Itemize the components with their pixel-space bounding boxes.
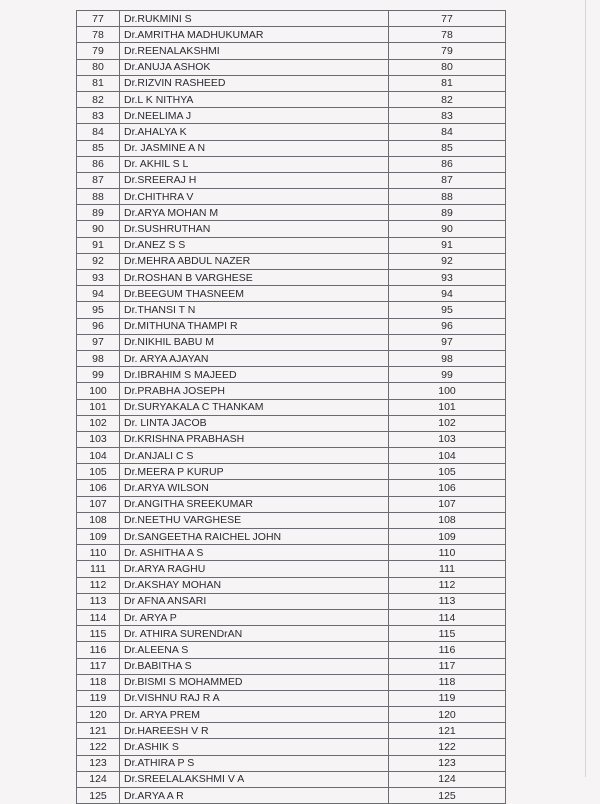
serial-number-cell: 83 bbox=[77, 108, 120, 124]
number-cell: 82 bbox=[389, 91, 506, 107]
table-row bbox=[77, 788, 506, 804]
serial-number-cell: 98 bbox=[77, 350, 120, 366]
number-cell: 94 bbox=[389, 286, 506, 302]
serial-number-cell: 125 bbox=[77, 788, 120, 804]
serial-number-cell: 114 bbox=[77, 609, 120, 625]
number-cell: 79 bbox=[389, 43, 506, 59]
name-cell: Dr.ANJALI C S bbox=[120, 448, 389, 464]
table-row bbox=[77, 431, 506, 447]
table-row bbox=[77, 609, 506, 625]
number-cell: 77 bbox=[389, 11, 506, 27]
name-cell: Dr.SUSHRUTHAN bbox=[120, 221, 389, 237]
serial-number-cell: 77 bbox=[77, 11, 120, 27]
name-cell: Dr.ANUJA ASHOK bbox=[120, 59, 389, 75]
number-cell: 110 bbox=[389, 545, 506, 561]
number-cell: 86 bbox=[389, 156, 506, 172]
number-cell: 90 bbox=[389, 221, 506, 237]
serial-number-cell: 118 bbox=[77, 674, 120, 690]
number-cell: 118 bbox=[389, 674, 506, 690]
number-cell: 102 bbox=[389, 415, 506, 431]
table-row bbox=[77, 415, 506, 431]
name-cell: Dr.AKSHAY MOHAN bbox=[120, 577, 389, 593]
serial-number-cell: 91 bbox=[77, 237, 120, 253]
number-cell: 91 bbox=[389, 237, 506, 253]
serial-number-cell: 87 bbox=[77, 172, 120, 188]
number-cell: 99 bbox=[389, 367, 506, 383]
number-cell: 81 bbox=[389, 75, 506, 91]
number-cell: 106 bbox=[389, 480, 506, 496]
table-row bbox=[77, 448, 506, 464]
serial-number-cell: 124 bbox=[77, 771, 120, 787]
table-row bbox=[77, 739, 506, 755]
number-cell: 123 bbox=[389, 755, 506, 771]
name-cell: Dr. ATHIRA SURENDrAN bbox=[120, 626, 389, 642]
number-cell: 104 bbox=[389, 448, 506, 464]
table-row bbox=[77, 577, 506, 593]
number-cell: 100 bbox=[389, 383, 506, 399]
table-row bbox=[77, 674, 506, 690]
name-cell: Dr.RIZVIN RASHEED bbox=[120, 75, 389, 91]
table-row bbox=[77, 59, 506, 75]
number-cell: 124 bbox=[389, 771, 506, 787]
serial-number-cell: 119 bbox=[77, 690, 120, 706]
name-cell: Dr.NIKHIL BABU M bbox=[120, 334, 389, 350]
serial-number-cell: 78 bbox=[77, 27, 120, 43]
name-cell: Dr.BEEGUM THASNEEM bbox=[120, 286, 389, 302]
number-cell: 116 bbox=[389, 642, 506, 658]
serial-number-cell: 103 bbox=[77, 431, 120, 447]
name-cell: Dr.SANGEETHA RAICHEL JOHN bbox=[120, 529, 389, 545]
table-row bbox=[77, 464, 506, 480]
table-row bbox=[77, 529, 506, 545]
table-row bbox=[77, 626, 506, 642]
name-cell: Dr.AHALYA K bbox=[120, 124, 389, 140]
serial-number-cell: 94 bbox=[77, 286, 120, 302]
name-cell: Dr.IBRAHIM S MAJEED bbox=[120, 367, 389, 383]
table-row bbox=[77, 480, 506, 496]
table-row bbox=[77, 334, 506, 350]
table-row bbox=[77, 658, 506, 674]
serial-number-cell: 112 bbox=[77, 577, 120, 593]
number-cell: 111 bbox=[389, 561, 506, 577]
name-cell: Dr.NEETHU VARGHESE bbox=[120, 512, 389, 528]
name-cell: Dr.ANGITHA SREEKUMAR bbox=[120, 496, 389, 512]
number-cell: 108 bbox=[389, 512, 506, 528]
serial-number-cell: 120 bbox=[77, 707, 120, 723]
name-cell: Dr.MITHUNA THAMPI R bbox=[120, 318, 389, 334]
table-row bbox=[77, 512, 506, 528]
name-cell: Dr.ARYA WILSON bbox=[120, 480, 389, 496]
serial-number-cell: 97 bbox=[77, 334, 120, 350]
name-cell: Dr. AKHIL S L bbox=[120, 156, 389, 172]
table-row bbox=[77, 383, 506, 399]
serial-number-cell: 121 bbox=[77, 723, 120, 739]
number-cell: 117 bbox=[389, 658, 506, 674]
name-cell: Dr.ALEENA S bbox=[120, 642, 389, 658]
number-cell: 98 bbox=[389, 350, 506, 366]
name-cell: Dr.SURYAKALA C THANKAM bbox=[120, 399, 389, 415]
name-cell: Dr.REENALAKSHMI bbox=[120, 43, 389, 59]
table-row bbox=[77, 11, 506, 27]
table-row bbox=[77, 237, 506, 253]
name-cell: Dr.PRABHA JOSEPH bbox=[120, 383, 389, 399]
number-cell: 109 bbox=[389, 529, 506, 545]
serial-number-cell: 84 bbox=[77, 124, 120, 140]
name-cell: Dr.ARYA RAGHU bbox=[120, 561, 389, 577]
number-cell: 95 bbox=[389, 302, 506, 318]
number-cell: 83 bbox=[389, 108, 506, 124]
name-cell: Dr.SREELALAKSHMI V A bbox=[120, 771, 389, 787]
table-row bbox=[77, 496, 506, 512]
number-cell: 93 bbox=[389, 270, 506, 286]
serial-number-cell: 106 bbox=[77, 480, 120, 496]
name-cell: Dr.RUKMINI S bbox=[120, 11, 389, 27]
serial-number-cell: 116 bbox=[77, 642, 120, 658]
name-cell: Dr.ASHIK S bbox=[120, 739, 389, 755]
serial-number-cell: 93 bbox=[77, 270, 120, 286]
number-cell: 89 bbox=[389, 205, 506, 221]
number-cell: 78 bbox=[389, 27, 506, 43]
table-row bbox=[77, 75, 506, 91]
table-row bbox=[77, 690, 506, 706]
name-cell: Dr.ROSHAN B VARGHESE bbox=[120, 270, 389, 286]
name-cell: Dr.BABITHA S bbox=[120, 658, 389, 674]
serial-number-cell: 102 bbox=[77, 415, 120, 431]
roster-table bbox=[76, 10, 506, 804]
number-cell: 113 bbox=[389, 593, 506, 609]
table-row bbox=[77, 642, 506, 658]
number-cell: 119 bbox=[389, 690, 506, 706]
name-cell: Dr.ARYA A R bbox=[120, 788, 389, 804]
table-row bbox=[77, 156, 506, 172]
number-cell: 107 bbox=[389, 496, 506, 512]
serial-number-cell: 117 bbox=[77, 658, 120, 674]
roster-body bbox=[77, 11, 506, 804]
number-cell: 114 bbox=[389, 609, 506, 625]
name-cell: Dr.NEELIMA J bbox=[120, 108, 389, 124]
serial-number-cell: 82 bbox=[77, 91, 120, 107]
number-cell: 125 bbox=[389, 788, 506, 804]
serial-number-cell: 88 bbox=[77, 189, 120, 205]
number-cell: 84 bbox=[389, 124, 506, 140]
serial-number-cell: 110 bbox=[77, 545, 120, 561]
table-row bbox=[77, 367, 506, 383]
serial-number-cell: 100 bbox=[77, 383, 120, 399]
table-row bbox=[77, 561, 506, 577]
name-cell: Dr.MEHRA ABDUL NAZER bbox=[120, 253, 389, 269]
table-row bbox=[77, 755, 506, 771]
number-cell: 87 bbox=[389, 172, 506, 188]
table-row bbox=[77, 189, 506, 205]
serial-number-cell: 109 bbox=[77, 529, 120, 545]
serial-number-cell: 90 bbox=[77, 221, 120, 237]
serial-number-cell: 101 bbox=[77, 399, 120, 415]
table-row bbox=[77, 350, 506, 366]
number-cell: 96 bbox=[389, 318, 506, 334]
table-row bbox=[77, 221, 506, 237]
table-row bbox=[77, 27, 506, 43]
serial-number-cell: 95 bbox=[77, 302, 120, 318]
table-row bbox=[77, 723, 506, 739]
number-cell: 88 bbox=[389, 189, 506, 205]
name-cell: Dr.ANEZ S S bbox=[120, 237, 389, 253]
page-edge bbox=[585, 0, 586, 777]
number-cell: 112 bbox=[389, 577, 506, 593]
table-row bbox=[77, 771, 506, 787]
table-row bbox=[77, 302, 506, 318]
serial-number-cell: 108 bbox=[77, 512, 120, 528]
name-cell: Dr.MEERA P KURUP bbox=[120, 464, 389, 480]
name-cell: Dr.ARYA MOHAN M bbox=[120, 205, 389, 221]
serial-number-cell: 113 bbox=[77, 593, 120, 609]
table-row bbox=[77, 286, 506, 302]
serial-number-cell: 96 bbox=[77, 318, 120, 334]
name-cell: Dr. JASMINE A N bbox=[120, 140, 389, 156]
number-cell: 101 bbox=[389, 399, 506, 415]
name-cell: Dr. ASHITHA A S bbox=[120, 545, 389, 561]
serial-number-cell: 104 bbox=[77, 448, 120, 464]
number-cell: 103 bbox=[389, 431, 506, 447]
name-cell: Dr. ARYA PREM bbox=[120, 707, 389, 723]
name-cell: Dr.THANSI T N bbox=[120, 302, 389, 318]
serial-number-cell: 122 bbox=[77, 739, 120, 755]
serial-number-cell: 79 bbox=[77, 43, 120, 59]
serial-number-cell: 85 bbox=[77, 140, 120, 156]
serial-number-cell: 81 bbox=[77, 75, 120, 91]
serial-number-cell: 123 bbox=[77, 755, 120, 771]
serial-number-cell: 105 bbox=[77, 464, 120, 480]
table-row bbox=[77, 270, 506, 286]
number-cell: 115 bbox=[389, 626, 506, 642]
name-cell: Dr.VISHNU RAJ R A bbox=[120, 690, 389, 706]
table-row bbox=[77, 318, 506, 334]
serial-number-cell: 99 bbox=[77, 367, 120, 383]
number-cell: 85 bbox=[389, 140, 506, 156]
number-cell: 105 bbox=[389, 464, 506, 480]
serial-number-cell: 89 bbox=[77, 205, 120, 221]
number-cell: 80 bbox=[389, 59, 506, 75]
serial-number-cell: 107 bbox=[77, 496, 120, 512]
table-row bbox=[77, 91, 506, 107]
serial-number-cell: 80 bbox=[77, 59, 120, 75]
table-row bbox=[77, 545, 506, 561]
table-row bbox=[77, 593, 506, 609]
table-row bbox=[77, 43, 506, 59]
name-cell: Dr.KRISHNA PRABHASH bbox=[120, 431, 389, 447]
name-cell: Dr.SREERAJ H bbox=[120, 172, 389, 188]
name-cell: Dr.BISMI S MOHAMMED bbox=[120, 674, 389, 690]
name-cell: Dr AFNA ANSARI bbox=[120, 593, 389, 609]
number-cell: 92 bbox=[389, 253, 506, 269]
serial-number-cell: 115 bbox=[77, 626, 120, 642]
number-cell: 121 bbox=[389, 723, 506, 739]
serial-number-cell: 86 bbox=[77, 156, 120, 172]
serial-number-cell: 111 bbox=[77, 561, 120, 577]
name-cell: Dr. ARYA P bbox=[120, 609, 389, 625]
table-row bbox=[77, 140, 506, 156]
name-cell: Dr.HAREESH V R bbox=[120, 723, 389, 739]
table-row bbox=[77, 108, 506, 124]
serial-number-cell: 92 bbox=[77, 253, 120, 269]
number-cell: 97 bbox=[389, 334, 506, 350]
table-row bbox=[77, 124, 506, 140]
name-cell: Dr.CHITHRA V bbox=[120, 189, 389, 205]
table-row bbox=[77, 707, 506, 723]
name-cell: Dr.ATHIRA P S bbox=[120, 755, 389, 771]
table-row bbox=[77, 172, 506, 188]
table-row bbox=[77, 399, 506, 415]
number-cell: 120 bbox=[389, 707, 506, 723]
name-cell: Dr.L K NITHYA bbox=[120, 91, 389, 107]
table-row bbox=[77, 253, 506, 269]
table-row bbox=[77, 205, 506, 221]
number-cell: 122 bbox=[389, 739, 506, 755]
name-cell: Dr. ARYA AJAYAN bbox=[120, 350, 389, 366]
name-cell: Dr. LINTA JACOB bbox=[120, 415, 389, 431]
name-cell: Dr.AMRITHA MADHUKUMAR bbox=[120, 27, 389, 43]
